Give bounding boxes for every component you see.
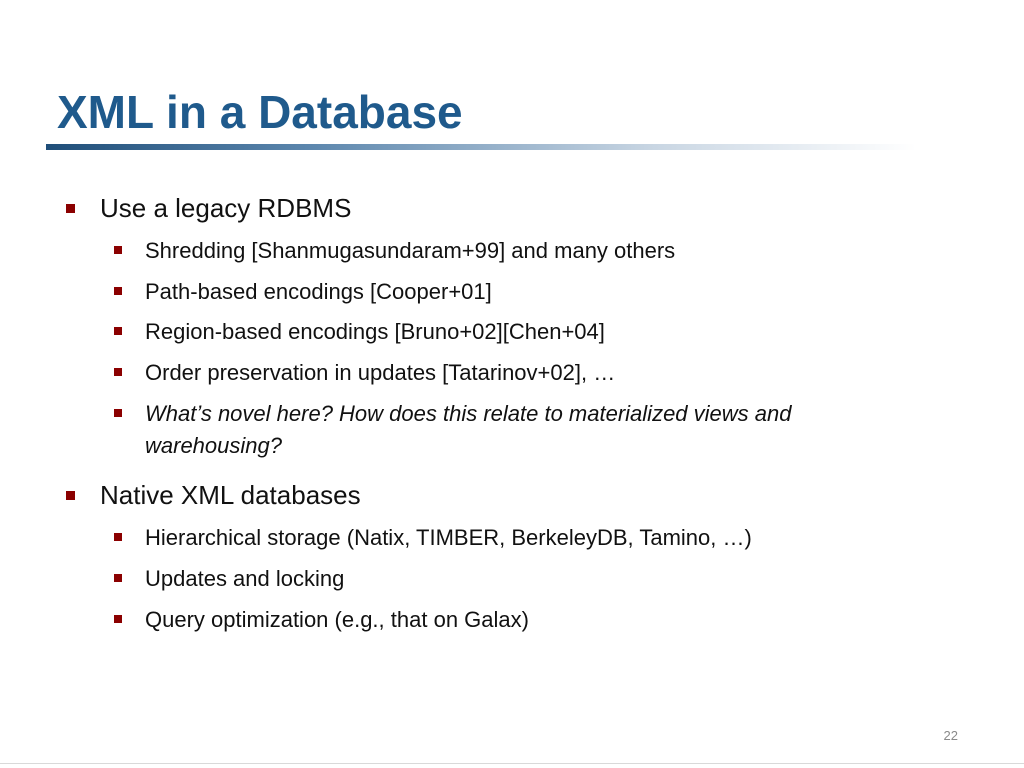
square-bullet-icon [114, 409, 122, 417]
square-bullet-icon [66, 491, 75, 500]
sub-bullet-text: Region-based encodings [Bruno+02][Chen+04] [145, 319, 605, 344]
slide-number: 22 [943, 728, 958, 743]
square-bullet-icon [114, 246, 122, 254]
square-bullet-icon [114, 368, 122, 376]
square-bullet-icon [114, 615, 122, 623]
square-bullet-icon [114, 327, 122, 335]
square-bullet-icon [114, 533, 122, 541]
sub-bullet-text: Order preservation in updates [Tatarinov+02], … [145, 360, 616, 385]
square-bullet-icon [66, 204, 75, 213]
bullet-text: Use a legacy RDBMS [100, 193, 352, 223]
sub-bullet-text: Path-based encodings [Cooper+01] [145, 279, 492, 304]
bullet-text: Native XML databases [100, 480, 361, 510]
bottom-divider [0, 763, 1024, 764]
sub-bullet-text: Hierarchical storage (Natix, TIMBER, BerkeleyDB, Tamino, …) [145, 525, 752, 550]
sub-bullet-text: Query optimization (e.g., that on Galax) [145, 607, 529, 632]
sub-bullet-text: What’s novel here? How does this relate to materialized views and warehousing? [145, 401, 792, 458]
square-bullet-icon [114, 287, 122, 295]
sub-bullet-text: Updates and locking [145, 566, 345, 591]
sub-bullet-text: Shredding [Shanmugasundaram+99] and many others [145, 238, 676, 263]
title-underline [46, 144, 916, 150]
square-bullet-icon [114, 574, 122, 582]
slide-title: XML in a Database [57, 86, 463, 138]
